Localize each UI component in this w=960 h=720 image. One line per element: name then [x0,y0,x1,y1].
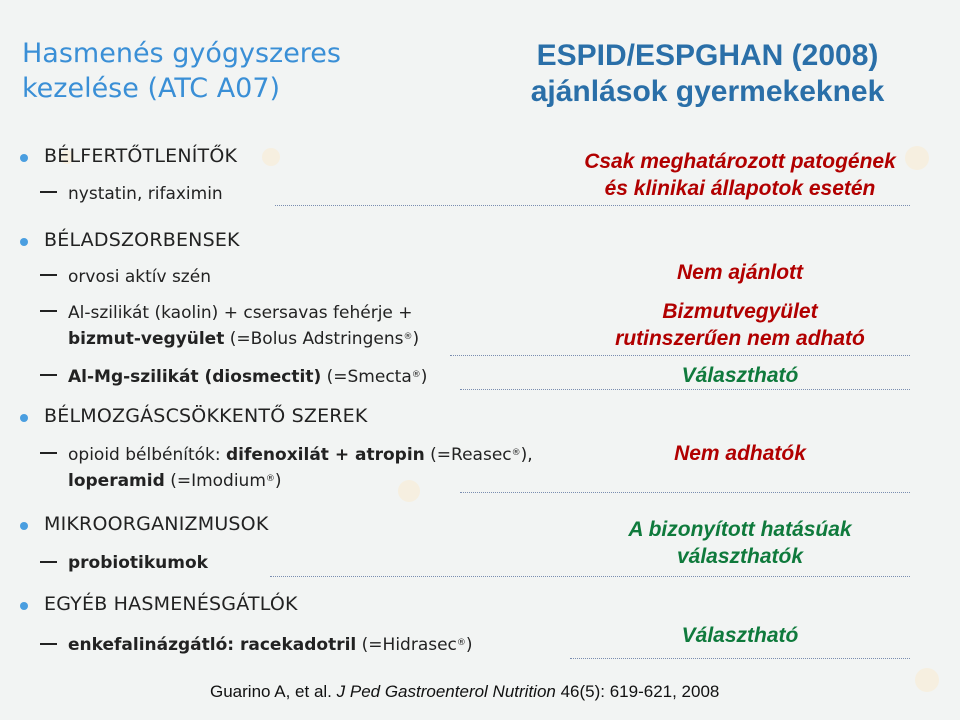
recommendation-line1: Bizmutvegyület [662,300,818,323]
drug-item: Al-Mg-szilikát (diosmectit) (=Smecta®) [68,367,428,387]
drug-name: loperamid [68,471,165,491]
recommendation-text: Választható [681,624,799,647]
drug-name: probiotikumok [68,553,208,573]
brand-name: (=Smecta [326,367,412,387]
drug-item-line2: bizmut-vegyület (=Bolus Adstringens®) [68,329,420,349]
drug-class: opioid bélbénítók: [68,445,221,465]
recommendation-line1: Csak meghatározott patogének [584,150,896,173]
bullet-icon [20,414,28,422]
guideline-title [495,38,920,110]
drug-name: bizmut-vegyület [68,329,225,349]
drug-name: difenoxilát + atropin [226,445,425,465]
citation-details: 46(5): 619-621, 2008 [560,682,720,701]
dash-icon [40,561,57,563]
drug-item-line2: loperamid (=Imodium®) [68,471,282,491]
category-heading: BÉLMOZGÁSCSÖKKENTŐ SZEREK [44,405,368,427]
category-heading: BÉLFERTŐTLENÍTŐK [44,145,238,167]
guideline-title-line1: ESPID/ESPGHAN (2008) [536,39,879,72]
row-separator [460,492,910,493]
category-heading: EGYÉB HASMENÉSGÁTLÓK [44,593,298,615]
recommendation-text [560,516,920,570]
recommendation-text [560,148,920,202]
brand-name: (=Reasec [430,445,512,465]
drug-name: enkefalinázgátló: racekadotril [68,635,357,655]
row-separator [450,355,910,356]
dash-icon [40,452,57,454]
row-separator [460,389,910,390]
recommendation-text: Választható [681,364,799,387]
category-heading: BÉLADSZORBENSEK [44,229,240,251]
dash-icon [40,310,57,312]
citation [210,682,740,702]
bullet-icon [20,602,28,610]
bullet-icon [20,154,28,162]
bullet-icon [20,522,28,530]
row-separator [270,576,910,577]
recommendation-text: Nem adhatók [674,442,806,465]
registered-mark: ® [456,638,466,648]
registered-mark: ® [411,370,421,380]
recommendation-line2: választhatók [676,545,804,568]
brand-name: (=Imodium [170,471,266,491]
registered-mark: ® [403,332,413,342]
row-separator [275,205,910,206]
dash-icon [40,274,57,276]
citation-journal: J Ped Gastroenterol Nutrition [336,682,556,701]
brand-name: (=Hidrasec [361,635,457,655]
recommendation-line1: A bizonyított hatásúak [628,518,852,541]
drug-item-line1: Al-szilikát (kaolin) + csersavas fehérje + [68,303,413,323]
registered-mark: ® [265,474,275,484]
row-separator [570,658,910,659]
recommendation-text [560,298,920,352]
dash-icon [40,191,57,193]
drug-item [68,300,419,352]
drug-item-line1: opioid bélbénítók: difenoxilát + atropin (=Reasec®), [68,445,533,465]
drug-name: Al-Mg-szilikát (diosmectit) [68,367,322,387]
recommendation-line2: és klinikai állapotok esetén [604,177,876,200]
recommendation-text: Nem ajánlott [676,261,804,284]
brand-name: (=Bolus Adstringens [229,329,404,349]
drug-item: orvosi aktív szén [68,267,211,287]
dash-icon [40,643,57,645]
guideline-title-line2: ajánlások gyermekeknek [530,75,885,108]
drug-item: nystatin, rifaximin [68,184,223,204]
background-dot [915,668,939,692]
category-heading: MIKROORGANIZMUSOK [44,513,269,535]
background-dot [262,148,280,166]
drug-item [68,442,588,494]
drug-item [68,550,208,576]
citation-authors: Guarino A, et al. [210,682,332,701]
bullet-icon [20,238,28,246]
slide-title: Hasmenés gyógyszeres kezelése (ATC A07) [22,38,341,104]
dash-icon [40,374,57,376]
drug-item: enkefalinázgátló: racekadotril (=Hidrasec®) [68,635,473,655]
recommendation-line2: rutinszerűen nem adható [615,327,865,350]
registered-mark: ® [511,448,521,458]
